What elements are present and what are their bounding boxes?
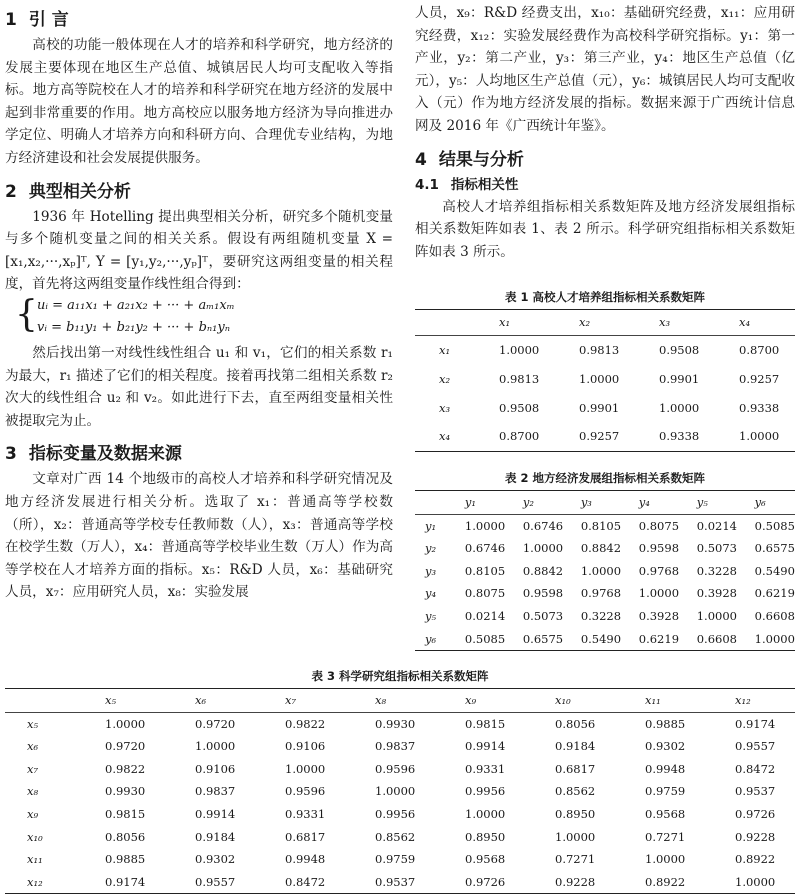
table-cell: 1.0000 bbox=[638, 586, 680, 601]
table-cell: 0.9914 bbox=[465, 739, 506, 754]
table-cell: 0.9956 bbox=[375, 806, 416, 821]
table-row bbox=[415, 582, 795, 605]
row-label: x₁₁ bbox=[27, 852, 43, 867]
row-label: y₃ bbox=[425, 563, 437, 578]
table-caption: 表 2 地方经济发展组指标相关系数矩阵 bbox=[504, 471, 705, 485]
table-header-corner bbox=[415, 491, 455, 515]
table-row bbox=[415, 628, 795, 651]
row-label: x₈ bbox=[27, 784, 39, 799]
table-cell: 0.9598 bbox=[522, 586, 564, 601]
table-cell: 0.9914 bbox=[195, 806, 236, 821]
table-row bbox=[5, 780, 795, 803]
section-heading bbox=[415, 146, 795, 174]
table-cell: 0.9537 bbox=[735, 784, 776, 799]
table-row bbox=[415, 514, 795, 537]
table-cell: 0.9596 bbox=[285, 784, 326, 799]
table-cell: 0.9228 bbox=[735, 829, 776, 844]
table-cell: 0.3228 bbox=[696, 563, 737, 578]
column-header: x₈ bbox=[361, 689, 451, 713]
table-cell: 0.9726 bbox=[465, 874, 506, 889]
table-cell: 0.8105 bbox=[580, 518, 622, 533]
table-row bbox=[415, 560, 795, 583]
table-cell: 0.6608 bbox=[696, 631, 737, 646]
section-title: 典型相关分析 bbox=[28, 181, 131, 202]
table-cell: 0.9930 bbox=[105, 784, 146, 799]
table-cell: 0.8842 bbox=[580, 541, 622, 556]
column-header: x₁₂ bbox=[721, 689, 795, 713]
table-cell: 0.9106 bbox=[195, 761, 236, 776]
row-label: x₁₀ bbox=[27, 829, 43, 844]
table-cell: 0.9302 bbox=[645, 739, 686, 754]
column-header: x₆ bbox=[181, 689, 271, 713]
table-cell: 0.6608 bbox=[754, 608, 795, 623]
row-label: y₁ bbox=[425, 518, 437, 533]
table-cell: 0.9901 bbox=[659, 371, 700, 386]
table-cell: 0.8105 bbox=[464, 563, 506, 578]
table-cell: 0.9768 bbox=[638, 563, 680, 578]
column-header: y₃ bbox=[571, 491, 629, 515]
table-cell: 0.6817 bbox=[555, 761, 596, 776]
table-cell: 0.9331 bbox=[465, 761, 506, 776]
table-cell: 0.6575 bbox=[522, 631, 564, 646]
table-cell: 1.0000 bbox=[659, 400, 700, 415]
table-cell: 0.6746 bbox=[522, 518, 564, 533]
equation-system bbox=[15, 293, 393, 342]
row-label: x₂ bbox=[439, 371, 451, 386]
table-cell: 1.0000 bbox=[499, 342, 540, 357]
table-cell: 0.9596 bbox=[375, 761, 416, 776]
table-cell: 1.0000 bbox=[739, 429, 780, 444]
table-cell: 0.8075 bbox=[464, 586, 506, 601]
section-heading bbox=[5, 178, 393, 206]
paragraph: 文章对广西 14 个地级市的高校人才培养和科学研究情况及地方经济发展进行相关分析。选取了 x₁：普通高等学校数（所），x₂：普通高等学校专任教师数（人），x₃：普通高等学校在校学生数（万人），x₄：普通高等学校毕业生数（万人）作为高等学校在人才培养方面的指标。x₅：R&D 人员，x₆：基础研究人员，x₇：应用研究人员，x₈：实验发展 bbox=[5, 471, 393, 601]
table-row bbox=[5, 871, 795, 894]
table-cell: 0.9557 bbox=[195, 874, 236, 889]
table-cell: 0.9568 bbox=[645, 806, 686, 821]
left-column bbox=[5, 0, 393, 604]
table-cell: 0.9184 bbox=[555, 739, 596, 754]
right-column bbox=[415, 0, 795, 263]
table-cell: 0.7271 bbox=[555, 852, 596, 867]
table-1 bbox=[415, 309, 795, 452]
table-cell: 0.5490 bbox=[580, 631, 622, 646]
row-label: x₁₂ bbox=[27, 874, 43, 889]
paragraph: 1936 年 Hotelling 提出典型相关分析，研究多个随机变量与多个随机变量之间的相关关系。假设有两组随机变量 X = [x₁,x₂,···,xₚ]ᵀ, Y = [y₁,y₂,···,yₚ]ᵀ，要研究这两组变量的相关程度，首先将这两组变量作线性组合得到： bbox=[5, 208, 393, 293]
table-cell: 0.8472 bbox=[285, 874, 326, 889]
table-cell: 0.8056 bbox=[105, 829, 146, 844]
table-cell: 0.0214 bbox=[696, 518, 737, 533]
row-label: x₃ bbox=[439, 400, 451, 415]
table-cell: 0.9815 bbox=[465, 716, 506, 731]
table-row bbox=[415, 394, 795, 423]
table-cell: 1.0000 bbox=[555, 829, 596, 844]
table-cell: 0.3928 bbox=[696, 586, 737, 601]
section-number: 2 bbox=[5, 181, 17, 202]
table-cell: 1.0000 bbox=[464, 518, 506, 533]
table-cell: 0.8922 bbox=[645, 874, 686, 889]
table-cell: 0.3228 bbox=[580, 608, 622, 623]
table-cell: 0.9813 bbox=[579, 342, 620, 357]
row-label: y₄ bbox=[425, 586, 437, 601]
table-row bbox=[415, 423, 795, 452]
table-row bbox=[415, 605, 795, 628]
table-cell: 0.8056 bbox=[555, 716, 596, 731]
section-title: 结果与分析 bbox=[438, 149, 524, 170]
table-cell: 0.8922 bbox=[735, 852, 776, 867]
table-cell: 0.9331 bbox=[285, 806, 326, 821]
table-cell: 0.8950 bbox=[465, 829, 506, 844]
table-cell: 0.9174 bbox=[735, 716, 776, 731]
table-cell: 0.6219 bbox=[638, 631, 680, 646]
table-cell: 0.9508 bbox=[499, 400, 540, 415]
table-cell: 1.0000 bbox=[735, 874, 776, 889]
column-header: x₄ bbox=[719, 310, 795, 336]
row-label: x₄ bbox=[439, 429, 451, 444]
table-cell: 1.0000 bbox=[285, 761, 326, 776]
table-cell: 1.0000 bbox=[696, 608, 737, 623]
table-cell: 0.9822 bbox=[285, 716, 326, 731]
table-cell: 0.9184 bbox=[195, 829, 236, 844]
table-row bbox=[415, 336, 795, 365]
table-cell: 0.9302 bbox=[195, 852, 236, 867]
row-label: x₁ bbox=[439, 342, 451, 357]
section-heading bbox=[5, 6, 393, 34]
table-3 bbox=[5, 688, 795, 894]
table-cell: 0.6817 bbox=[285, 829, 326, 844]
table-row bbox=[5, 712, 795, 735]
table-cell: 0.9720 bbox=[195, 716, 236, 731]
table-cell: 0.9257 bbox=[579, 429, 620, 444]
table-row bbox=[5, 848, 795, 871]
table-cell: 0.9930 bbox=[375, 716, 416, 731]
table-cell: 0.5085 bbox=[754, 518, 795, 533]
table-cell: 0.9813 bbox=[499, 371, 540, 386]
subsection-heading bbox=[415, 174, 795, 196]
table-cell: 0.9174 bbox=[105, 874, 146, 889]
table1-block bbox=[415, 285, 795, 452]
paragraph: 高校的功能一般体现在人才的培养和科学研究，地方经济的发展主要体现在地区生产总值、城镇居民人均可支配收入等指标。地方高等院校在人才的培养和科学研究在地方经济的发展中起到非常重要的作用。地方高校应以服务地方经济为导向推进办学定位、明确人才培养方向和科研方向、合理优专业结构，为地方经济建设和社会发展提供服务。 bbox=[5, 37, 393, 166]
table-cell: 0.9508 bbox=[659, 342, 700, 357]
table-cell: 0.9885 bbox=[645, 716, 686, 731]
row-label: y₂ bbox=[425, 541, 437, 556]
table-cell: 0.9726 bbox=[735, 806, 776, 821]
table-cell: 0.5085 bbox=[464, 631, 506, 646]
subsection-number: 4.1 bbox=[415, 176, 439, 193]
table-cell: 1.0000 bbox=[579, 371, 620, 386]
table-cell: 0.8472 bbox=[735, 761, 776, 776]
table-2 bbox=[415, 490, 795, 651]
table-cell: 0.9228 bbox=[555, 874, 596, 889]
table-cell: 1.0000 bbox=[522, 541, 564, 556]
section-number: 4 bbox=[415, 149, 427, 170]
table-cell: 0.9768 bbox=[580, 586, 622, 601]
table-cell: 1.0000 bbox=[465, 806, 506, 821]
table-cell: 0.8700 bbox=[739, 342, 780, 357]
table-cell: 0.8562 bbox=[375, 829, 416, 844]
column-header: x₉ bbox=[451, 689, 541, 713]
table-row bbox=[5, 826, 795, 849]
table-row bbox=[5, 803, 795, 826]
table-cell: 0.9257 bbox=[739, 371, 780, 386]
column-header: x₂ bbox=[559, 310, 639, 336]
table-cell: 0.8562 bbox=[555, 784, 596, 799]
table-cell: 0.5073 bbox=[696, 541, 737, 556]
table-cell: 0.5490 bbox=[754, 563, 795, 578]
table-row bbox=[5, 758, 795, 781]
table-cell: 1.0000 bbox=[195, 739, 236, 754]
column-header: x₁₀ bbox=[541, 689, 631, 713]
table-cell: 0.8700 bbox=[499, 429, 540, 444]
table-row bbox=[415, 537, 795, 560]
table-cell: 0.9338 bbox=[659, 429, 700, 444]
table-cell: 0.9956 bbox=[465, 784, 506, 799]
table-cell: 0.9948 bbox=[285, 852, 326, 867]
table-cell: 0.8842 bbox=[522, 563, 564, 578]
column-header: y₄ bbox=[629, 491, 687, 515]
table-header-corner bbox=[415, 310, 479, 336]
row-label: y₅ bbox=[425, 608, 437, 623]
paragraph: 人员，x₉：R&D 经费支出，x₁₀：基础研究经费，x₁₁：应用研究经费，x₁₂：实验发展经费作为高校科学研究指标。y₁：第一产业，y₂：第二产业，y₃：第三产业，y₄：地区生产总值（亿元），y₅：人均地区生产总值（元），y₆：城镇居民人均可支配收入（元）作为地方经济发展的指标。数据来源于广西统计信息网及 2016 年《广西统计年鉴》。 bbox=[415, 5, 795, 134]
section-number: 1 bbox=[5, 10, 17, 30]
table-cell: 0.9837 bbox=[195, 784, 236, 799]
table-cell: 0.9720 bbox=[105, 739, 146, 754]
column-header: x₇ bbox=[271, 689, 361, 713]
table-cell: 0.9948 bbox=[645, 761, 686, 776]
table-cell: 0.5073 bbox=[522, 608, 564, 623]
subsection-title: 指标相关性 bbox=[450, 176, 519, 193]
table-cell: 1.0000 bbox=[645, 852, 686, 867]
table-cell: 0.3928 bbox=[638, 608, 680, 623]
row-label: x₇ bbox=[27, 761, 39, 776]
section-number: 3 bbox=[5, 444, 17, 465]
table-cell: 0.9557 bbox=[735, 739, 776, 754]
table-cell: 1.0000 bbox=[754, 631, 795, 646]
table-caption: 表 1 高校人才培养组指标相关系数矩阵 bbox=[504, 290, 705, 304]
table-cell: 0.6746 bbox=[464, 541, 506, 556]
column-header: x₅ bbox=[91, 689, 181, 713]
paragraph: 然后找出第一对线性线性组合 u₁ 和 v₁，它们的相关系数 r₁ 为最大，r₁ 描述了它们的相关程度。接着再找第二组相关系数 r₂ 次大的线性组合 u₂ 和 v₂。如此进行下去，直至两组变量相关性被提取完为止。 bbox=[5, 344, 393, 429]
column-header: x₁₁ bbox=[631, 689, 721, 713]
equation-line: vᵢ = b₁₁y₁ + b₂₁y₂ + ··· + bₙ₁yₙ bbox=[37, 319, 231, 335]
row-label: x₆ bbox=[27, 739, 39, 754]
table-cell: 0.9759 bbox=[375, 852, 416, 867]
table-cell: 0.8950 bbox=[555, 806, 596, 821]
table-row bbox=[5, 735, 795, 758]
table-cell: 0.9822 bbox=[105, 761, 146, 776]
row-label: x₅ bbox=[27, 716, 39, 731]
table-cell: 0.9901 bbox=[579, 400, 620, 415]
table-cell: 1.0000 bbox=[105, 716, 146, 731]
row-label: y₆ bbox=[425, 631, 437, 646]
table-caption: 表 3 科学研究组指标相关系数矩阵 bbox=[311, 669, 489, 683]
column-header: x₁ bbox=[479, 310, 559, 336]
table-cell: 0.9338 bbox=[739, 400, 780, 415]
column-header: y₂ bbox=[513, 491, 571, 515]
column-header: x₃ bbox=[639, 310, 719, 336]
table-cell: 0.9759 bbox=[645, 784, 686, 799]
table-cell: 0.9598 bbox=[638, 541, 680, 556]
paragraph: 高校人才培养组指标相关系数矩阵及地方经济发展组指标相关系数矩阵如表 1、表 2 所示。科学研究组指标相关系数矩阵如表 3 所示。 bbox=[415, 198, 795, 260]
section-heading bbox=[5, 440, 393, 468]
table-cell: 0.9106 bbox=[285, 739, 326, 754]
table-cell: 1.0000 bbox=[580, 563, 622, 578]
table-cell: 0.9568 bbox=[465, 852, 506, 867]
column-header: y₅ bbox=[687, 491, 745, 515]
table-cell: 0.9885 bbox=[105, 852, 146, 867]
table-cell: 0.6219 bbox=[754, 586, 795, 601]
table-header-corner bbox=[5, 689, 91, 713]
table-cell: 0.9815 bbox=[105, 806, 146, 821]
table-cell: 0.6575 bbox=[754, 541, 795, 556]
section-title: 引 言 bbox=[28, 10, 69, 30]
table-cell: 0.8075 bbox=[638, 518, 680, 533]
table-cell: 0.7271 bbox=[645, 829, 686, 844]
table-cell: 0.0214 bbox=[464, 608, 506, 623]
row-label: x₉ bbox=[27, 806, 39, 821]
table-cell: 0.9837 bbox=[375, 739, 416, 754]
column-header: y₁ bbox=[455, 491, 513, 515]
table-cell: 0.9537 bbox=[375, 874, 416, 889]
table3-block bbox=[5, 664, 795, 894]
table2-block bbox=[415, 466, 795, 651]
brace-glyph: { bbox=[15, 293, 38, 335]
equation-line: uᵢ = a₁₁x₁ + a₂₁x₂ + ··· + aₘ₁xₘ bbox=[37, 297, 235, 313]
table-row bbox=[415, 365, 795, 394]
section-title: 指标变量及数据来源 bbox=[28, 444, 182, 465]
column-header: y₆ bbox=[745, 491, 795, 515]
table-cell: 1.0000 bbox=[375, 784, 416, 799]
